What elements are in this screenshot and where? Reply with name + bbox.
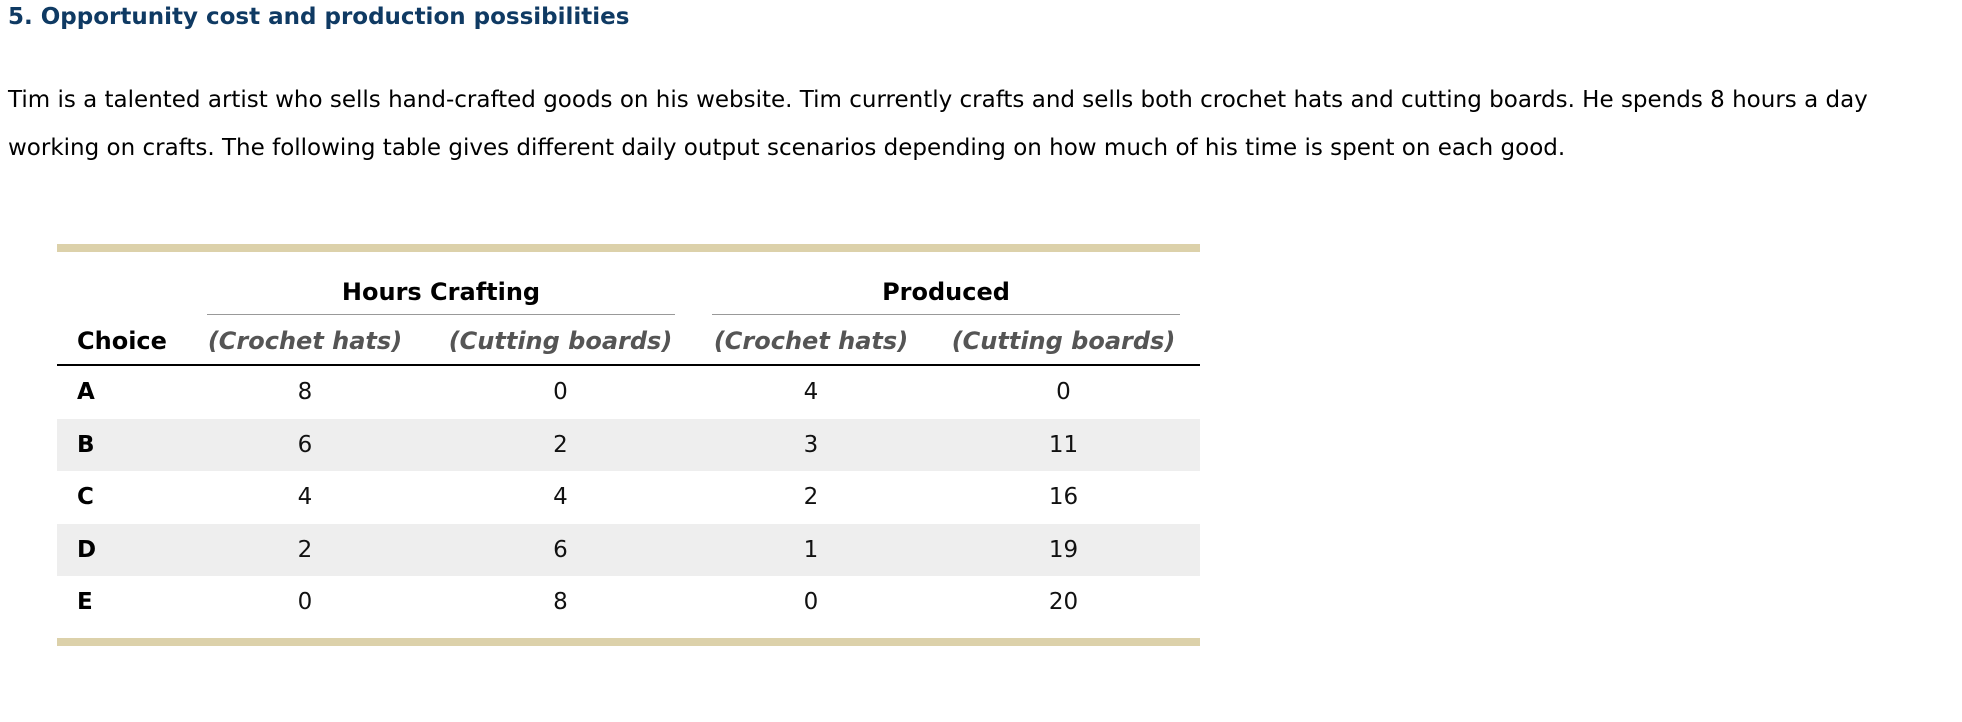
cell-produced-crochet-hats: 4 xyxy=(803,379,819,405)
table-row xyxy=(57,576,1200,629)
cell-hours-cutting-boards: 6 xyxy=(553,536,568,563)
production-table xyxy=(57,244,1200,646)
group-header-hours-crafting: Hours Crafting xyxy=(341,278,541,306)
row-choice: B xyxy=(77,431,95,458)
cell-hours-cutting-boards: 0 xyxy=(553,379,568,405)
row-choice: E xyxy=(77,589,93,615)
cell-hours-crochet-hats: 6 xyxy=(297,431,313,458)
table-top-bar xyxy=(57,244,1200,252)
cell-produced-crochet-hats: 2 xyxy=(803,484,819,510)
row-choice: A xyxy=(77,379,95,405)
row-choice: C xyxy=(77,484,94,510)
column-header-hours-crochet-hats: (Crochet hats) xyxy=(207,327,403,355)
column-header-produced-cutting-boards: (Cutting boards) xyxy=(951,327,1176,355)
table-row xyxy=(57,471,1200,524)
cell-hours-crochet-hats: 4 xyxy=(297,484,313,510)
cell-produced-crochet-hats: 3 xyxy=(803,431,819,458)
column-header-choice: Choice xyxy=(77,327,167,355)
table-row xyxy=(57,419,1200,472)
column-header-hours-cutting-boards: (Cutting boards) xyxy=(448,327,673,355)
question-intro: Tim is a talented artist who sells hand-crafted goods on his website. Tim currently crafts and sells both crochet hats and cutting boards. He spends 8 hours a day working on crafts. The following table gives different daily output scenarios depending on how much of his time is spent on each good. xyxy=(8,87,1868,161)
cell-hours-cutting-boards: 4 xyxy=(553,484,568,510)
cell-hours-crochet-hats: 2 xyxy=(297,536,313,563)
cell-produced-cutting-boards: 0 xyxy=(1056,379,1071,405)
group-rule-hours-crafting xyxy=(207,314,675,315)
question-title: 5. Opportunity cost and production possibilities xyxy=(8,4,630,30)
row-choice: D xyxy=(77,536,97,563)
cell-produced-cutting-boards: 11 xyxy=(1048,431,1079,458)
cell-produced-cutting-boards: 16 xyxy=(1048,484,1079,510)
cell-hours-cutting-boards: 8 xyxy=(553,589,568,615)
cell-produced-cutting-boards: 20 xyxy=(1048,589,1079,615)
table-bottom-gap xyxy=(57,629,1200,638)
cell-produced-cutting-boards: 19 xyxy=(1048,536,1079,563)
table-group-header xyxy=(57,252,1200,318)
table-row xyxy=(57,366,1200,419)
table-bottom-bar xyxy=(57,638,1200,646)
cell-produced-crochet-hats: 0 xyxy=(803,589,819,615)
cell-hours-crochet-hats: 0 xyxy=(297,589,313,615)
cell-hours-crochet-hats: 8 xyxy=(297,379,313,405)
table-row xyxy=(57,524,1200,577)
table-column-header xyxy=(57,318,1200,366)
cell-hours-cutting-boards: 2 xyxy=(553,431,568,458)
cell-produced-crochet-hats: 1 xyxy=(803,536,819,563)
group-header-produced: Produced xyxy=(882,278,1010,306)
column-header-produced-crochet-hats: (Crochet hats) xyxy=(713,327,909,355)
group-rule-produced xyxy=(712,314,1180,315)
